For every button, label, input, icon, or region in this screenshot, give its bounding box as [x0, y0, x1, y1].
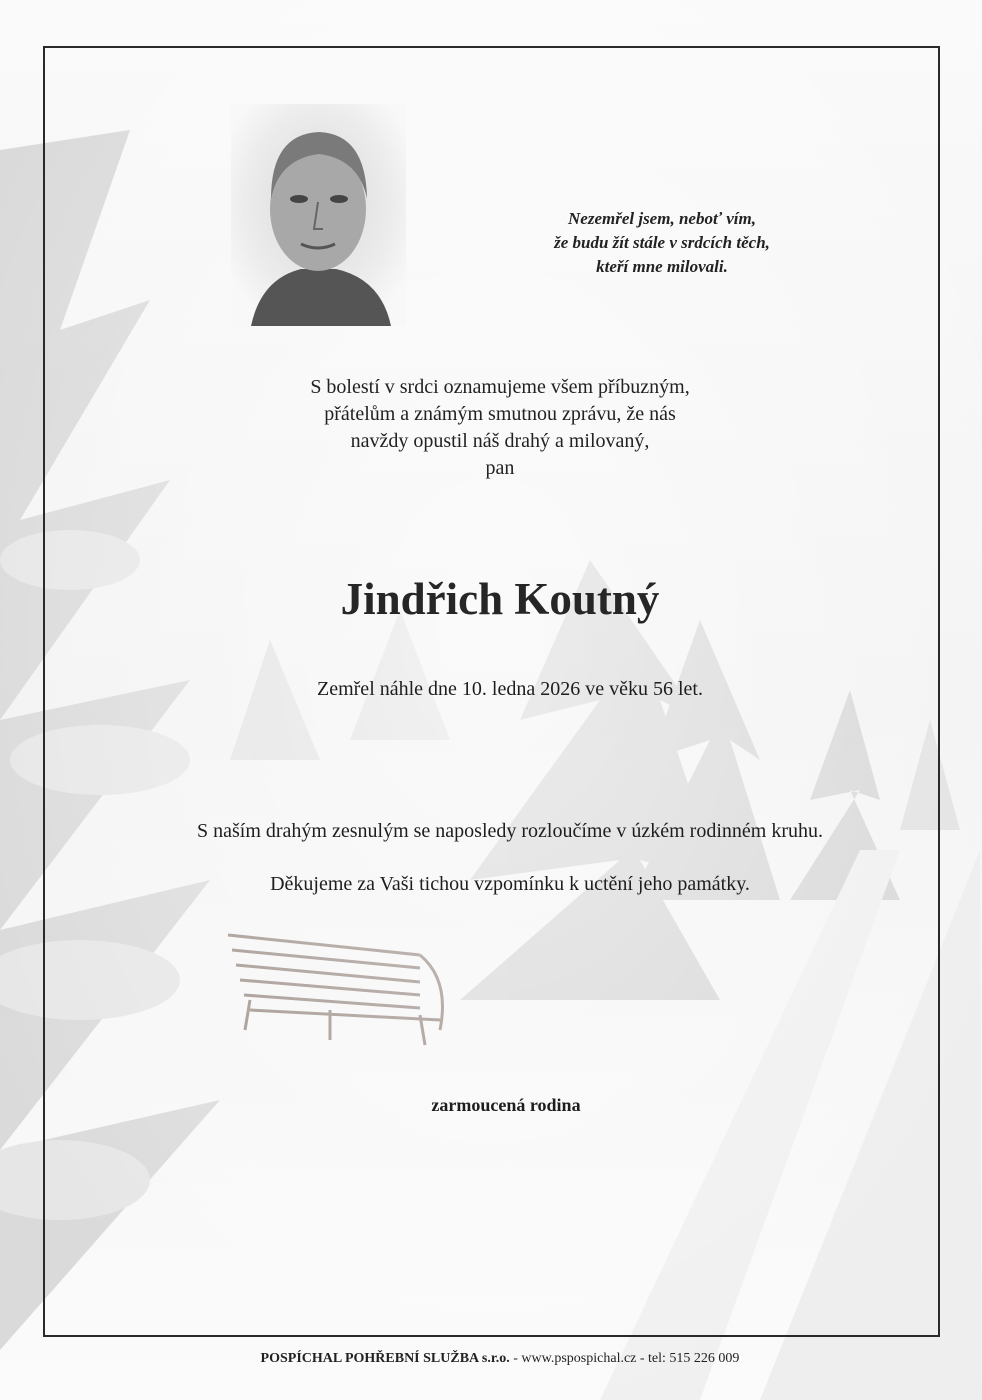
- funeral-service-footer: [140, 1349, 860, 1369]
- funeral-firm-contact: - www.psposp​ichal.cz - tel: 515 226 009: [509, 1351, 740, 1366]
- deceased-name: Jindřich Koutný: [340, 574, 660, 624]
- announcement-line: S bolestí v srdci oznamujeme všem příbuzným,: [310, 376, 690, 398]
- death-date-notice: Zemřel náhle dne 10. ledna 2026 ve věku 56 let.: [317, 678, 703, 700]
- motto-line: kteří mne milovali.: [596, 257, 728, 276]
- motto-line: Nezemřel jsem, neboť vím,: [568, 209, 756, 228]
- thanks-notice: Děkujeme za Vaši tichou vzpomínku k uctění jeho památky.: [270, 873, 750, 895]
- farewell-notice: S naším drahým zesnulým se naposledy rozloučíme v úzkém rodinném kruhu.: [197, 820, 823, 842]
- motto-line: že budu žít stále v srdcích těch,: [554, 233, 770, 252]
- announcement-line: pan: [485, 457, 515, 479]
- family-signature: zarmoucená rodina: [431, 1095, 581, 1115]
- portrait-photo: [231, 104, 406, 326]
- funeral-firm-name: POSPÍCHAL POHŘEBNÍ SLUŽBA s.r.o.: [260, 1351, 510, 1366]
- announcement-text: [240, 374, 760, 482]
- announcement-line: navždy opustil náš drahý a milovaný,: [350, 430, 650, 452]
- announcement-line: přátelům a známým smutnou zprávu, že nás: [324, 403, 676, 425]
- memorial-motto: [508, 207, 816, 279]
